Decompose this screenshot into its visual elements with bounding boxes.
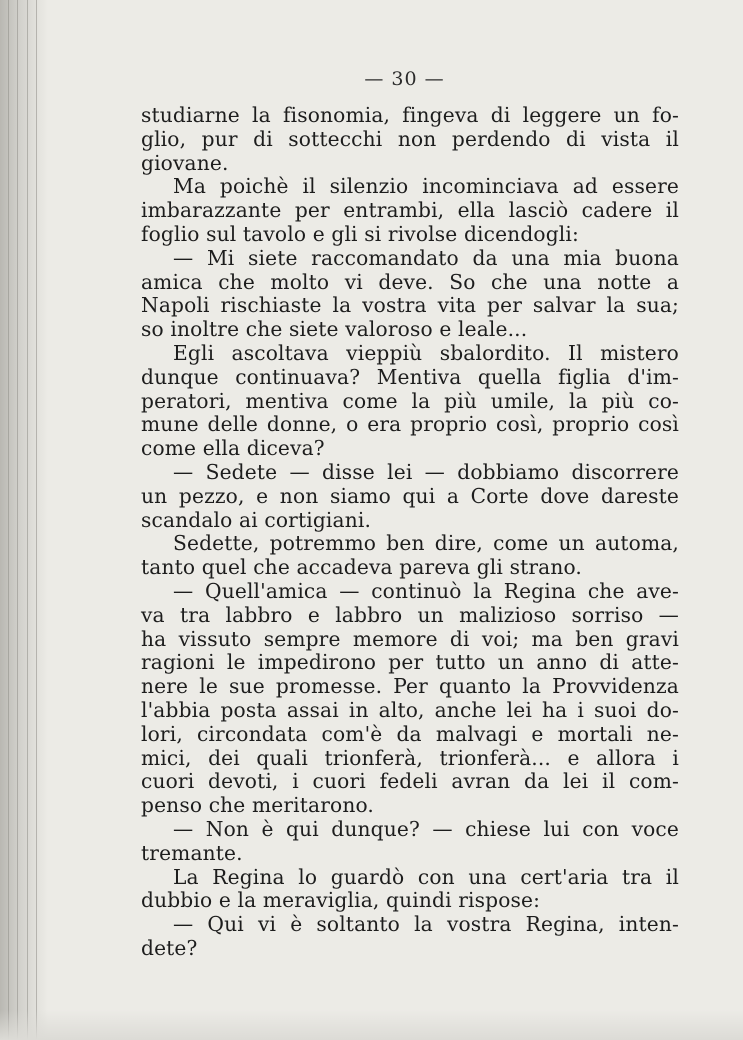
text-line: scandalo ai cortigiani. bbox=[141, 507, 372, 532]
text-line: peratori, mentiva come la più umile, la più co- bbox=[141, 388, 679, 413]
text-line: dete? bbox=[141, 935, 198, 960]
page-edge-line bbox=[36, 0, 37, 1040]
text-line: tremante. bbox=[141, 840, 243, 865]
page-edge-line bbox=[27, 0, 28, 1040]
text-line: studiarne la fisonomia, fingeva di leggere un fo- bbox=[141, 103, 679, 127]
text-line: so inoltre che siete valoroso e leale... bbox=[141, 317, 528, 342]
text-line: mici, dei quali trionferà, trionferà... e allora i bbox=[141, 745, 679, 770]
text-line: Sedette, potremmo ben dire, come un automa, bbox=[173, 531, 679, 556]
text-line: foglio sul tavolo e gli si rivolse dicendogli: bbox=[141, 221, 579, 246]
text-line: ragioni le impedirono per tutto un anno di atte- bbox=[141, 650, 679, 675]
page-edge-line bbox=[8, 0, 9, 1040]
text-line: — Quell'amica — continuò la Regina che ave- bbox=[173, 578, 679, 603]
text-line: — Mi siete raccomandato da una mia buona bbox=[173, 245, 679, 270]
text-line: imbarazzante per entrambi, ella lasciò cadere il bbox=[141, 198, 679, 223]
text-line: Ma poichè il silenzio incominciava ad essere bbox=[173, 174, 679, 199]
text-line: amica che molto vi deve. So che una notte a bbox=[141, 269, 679, 294]
text-line: La Regina lo guardò con una cert'aria tra il bbox=[173, 864, 679, 889]
text-line: giovane. bbox=[141, 150, 229, 175]
text-line: lori, circondata com'è da malvagi e mortali ne- bbox=[141, 721, 679, 746]
text-line: va tra labbro e labbro un malizioso sorriso — bbox=[141, 602, 679, 627]
text-line: Egli ascoltava vieppiù sbalordito. Il mistero bbox=[173, 340, 679, 365]
text-line: — Non è qui dunque? — chiese lui con voce bbox=[173, 816, 679, 841]
text-line: l'abbia posta assai in alto, anche lei ha i suoi do- bbox=[141, 697, 679, 722]
text-line: un pezzo, e non siamo qui a Corte dove dareste bbox=[141, 483, 679, 508]
text-line: dubbio e la meraviglia, quindi rispose: bbox=[141, 888, 541, 913]
text-line: dunque continuava? Mentiva quella figlia d'im- bbox=[141, 364, 679, 389]
text-line: mune delle donne, o era proprio così, proprio così bbox=[141, 412, 679, 437]
text-line: — Qui vi è soltanto la vostra Regina, inten- bbox=[173, 912, 679, 937]
text-line: penso che meritarono. bbox=[141, 793, 374, 818]
text-line: cuori devoti, i cuori fedeli avran da lei il com- bbox=[141, 769, 679, 794]
page-bottom-shadow bbox=[0, 1010, 743, 1040]
text-line: — Sedete — disse lei — dobbiamo discorrere bbox=[173, 459, 679, 484]
body-text bbox=[141, 104, 679, 961]
text-line: nere le sue promesse. Per quanto la Provvidenza bbox=[141, 674, 679, 699]
text-line: Napoli rischiaste la vostra vita per salvar la sua; bbox=[141, 293, 679, 318]
page-edge-line bbox=[17, 0, 18, 1040]
text-line: tanto quel che accadeva pareva gli strano. bbox=[141, 555, 583, 580]
text-line: ha vissuto sempre memore di voi; ma ben gravi bbox=[141, 626, 679, 651]
text-line: glio, pur di sottecchi non perdendo di vista il bbox=[141, 126, 679, 151]
text-line: come ella diceva? bbox=[141, 436, 325, 461]
page-number: — 30 — bbox=[364, 68, 445, 90]
